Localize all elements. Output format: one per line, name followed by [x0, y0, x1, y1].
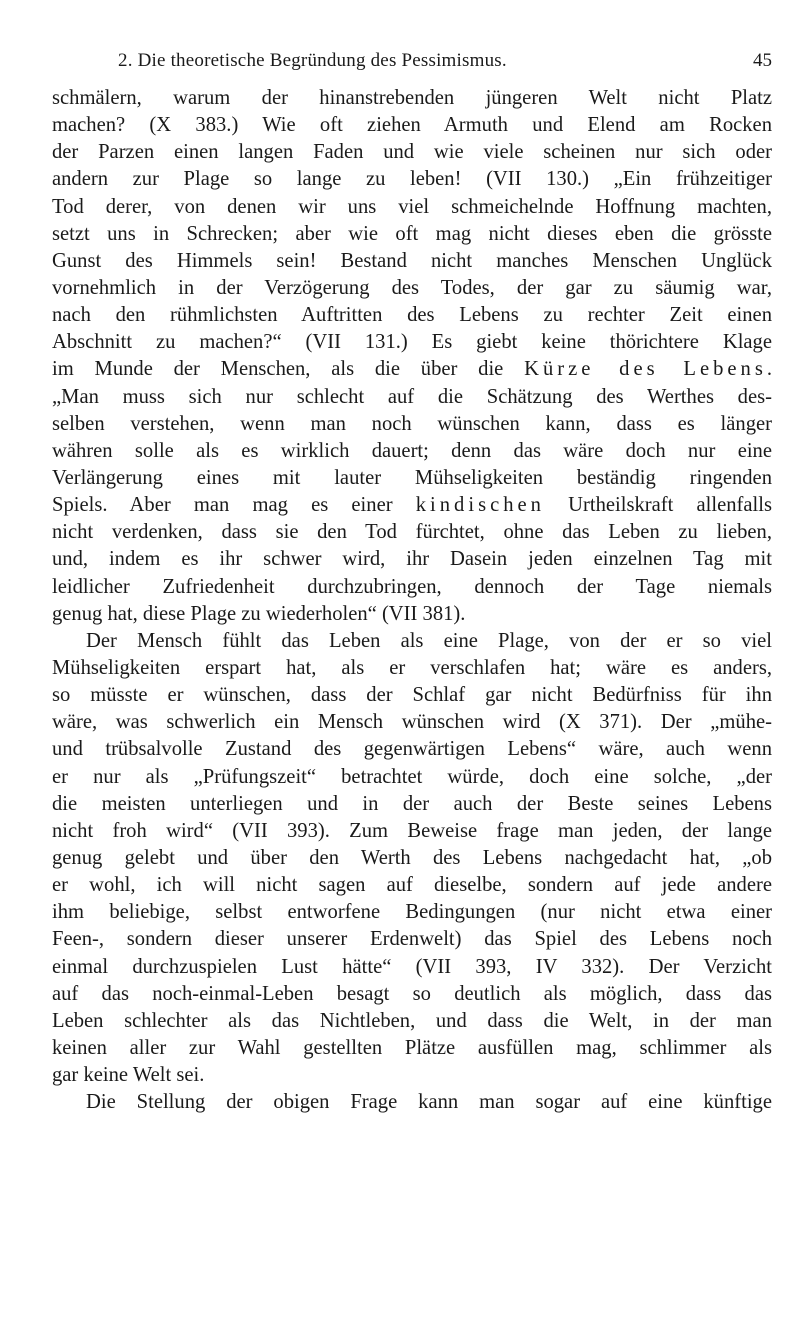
text-line: Abschnitt zu machen?“ (VII 131.) Es giebt keine thörichtere Klage: [52, 331, 772, 354]
text-line: [52, 356, 772, 383]
text-segment: Spiels. Aber man mag es einer: [52, 494, 416, 517]
page-number: 45: [753, 50, 772, 71]
chapter-title: 2. Die theoretische Begründung des Pessimismus.: [118, 50, 507, 71]
text-line: nicht verdenken, dass sie den Tod fürchtet, ohne das Leben zu lieben,: [52, 521, 772, 544]
text-line: leidlicher Zufriedenheit durchzubringen, dennoch der Tage niemals: [52, 575, 772, 598]
text-line: er wohl, ich will nicht sagen auf dieselbe, sondern auf jede andere: [52, 874, 772, 897]
text-line: [52, 492, 772, 519]
text-line: Leben schlechter als das Nichtleben, und dass die Welt, in der man: [52, 1009, 772, 1032]
text-line: nicht froh wird“ (VII 393). Zum Beweise frage man jeden, der lange: [52, 819, 772, 842]
text-line: andern zur Plage so lange zu leben! (VII 130.) „Ein frühzeitiger: [52, 168, 772, 191]
text-line: so müsste er wünschen, dass der Schlaf gar nicht Bedürfniss für ihn: [52, 684, 772, 707]
text-line: Die Stellung der obigen Frage kann man sogar auf eine künftige: [86, 1091, 772, 1114]
body-text: [52, 85, 772, 1116]
text-segment: Urtheilskraft allenfalls: [544, 494, 772, 517]
text-line: genug gelebt und über den Werth des Lebens nachgedacht hat, „ob: [52, 846, 772, 869]
text-segment: im Munde der Menschen, als die über die: [52, 358, 525, 381]
text-line: Feen-, sondern dieser unserer Erdenwelt) das Spiel des Lebens noch: [52, 928, 772, 951]
text-line: der Parzen einen langen Faden und wie viele scheinen nur sich oder: [52, 141, 772, 164]
text-line: setzt uns in Schrecken; aber wie oft mag nicht dieses eben die grösste: [52, 222, 772, 245]
emphasized-text: kindischen: [415, 494, 545, 517]
text-line: und trübsalvolle Zustand des gegenwärtigen Lebens“ wäre, auch wenn: [52, 738, 772, 761]
text-line: ihm beliebige, selbst entworfene Bedingungen (nur nicht etwa einer: [52, 901, 772, 924]
text-line: wäre, was schwerlich ein Mensch wünschen wird (X 371). Der „mühe-: [52, 711, 772, 734]
text-line: einmal durchzuspielen Lust hätte“ (VII 393, IV 332). Der Verzicht: [52, 955, 772, 978]
text-segment: .: [766, 358, 772, 381]
emphasized-text: Kürze des Lebens: [524, 358, 767, 381]
text-line: auf das noch-einmal-Leben besagt so deutlich als möglich, dass das: [52, 982, 772, 1005]
text-line: und, indem es ihr schwer wird, ihr Dasein jeden einzelnen Tag mit: [52, 548, 772, 571]
text-line: die meisten unterliegen und in der auch der Beste seines Lebens: [52, 792, 772, 815]
running-head: [118, 49, 772, 73]
text-line: selben verstehen, wenn man noch wünschen kann, dass es länger: [52, 412, 772, 435]
text-line: währen solle als es wirklich dauert; denn das wäre doch nur eine: [52, 439, 772, 462]
text-line: gar keine Welt sei.: [52, 1064, 205, 1087]
text-line: Der Mensch fühlt das Leben als eine Plage, von der er so viel: [86, 629, 772, 652]
text-line: Gunst des Himmels sein! Bestand nicht manches Menschen Unglück: [52, 249, 772, 272]
text-line: schmälern, warum der hinanstrebenden jüngeren Welt nicht Platz: [52, 87, 772, 109]
text-line: genug hat, diese Plage zu wiederholen“ (VII 381).: [52, 602, 466, 625]
text-line: Verlängerung eines mit lauter Mühseligkeiten beständig ringenden: [52, 466, 772, 489]
text-line: nach den rühmlichsten Auftritten des Lebens zu rechter Zeit einen: [52, 304, 772, 327]
text-line: er nur als „Prüfungszeit“ betrachtet würde, doch eine solche, „der: [52, 765, 772, 788]
text-line: vornehmlich in der Verzögerung des Todes, der gar zu säumig war,: [52, 276, 772, 299]
text-line: „Man muss sich nur schlecht auf die Schätzung des Werthes des-: [52, 385, 772, 408]
text-line: Tod derer, von denen wir uns viel schmeichelnde Hoffnung machten,: [52, 195, 772, 218]
text-line: keinen aller zur Wahl gestellten Plätze ausfüllen mag, schlimmer als: [52, 1036, 772, 1059]
text-line: Mühseligkeiten erspart hat, als er verschlafen hat; wäre es anders,: [52, 656, 772, 679]
text-line: machen? (X 383.) Wie oft ziehen Armuth und Elend am Rocken: [52, 114, 772, 137]
